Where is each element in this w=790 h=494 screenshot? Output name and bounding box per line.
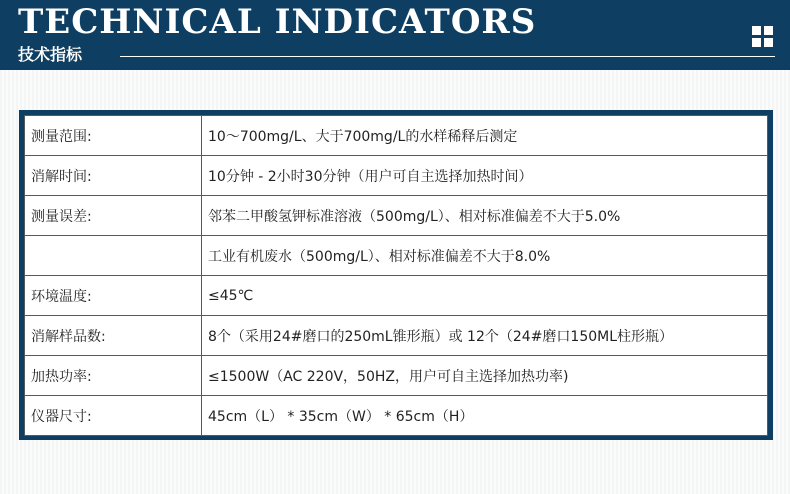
table-row <box>25 316 768 356</box>
row-value: 8个（采用24#磨口的250mL锥形瓶）或 12个（24#磨口150ML柱形瓶） <box>202 316 768 356</box>
page-subtitle: 技术指标 <box>18 45 83 64</box>
page-title: TECHNICAL INDICATORS <box>18 2 537 42</box>
row-value: 10分钟 - 2小时30分钟（用户可自主选择加热时间） <box>202 156 768 196</box>
spec-table <box>24 115 768 436</box>
row-label: 测量误差: <box>25 196 202 236</box>
table-row <box>25 196 768 236</box>
row-label: 测量范围: <box>25 116 202 156</box>
row-value: ≤1500W（AC 220V，50HZ，用户可自主选择加热功率) <box>202 356 768 396</box>
grid-icon <box>752 26 774 48</box>
table-row <box>25 236 768 276</box>
spec-table-frame <box>19 110 773 440</box>
row-label: 环境温度: <box>25 276 202 316</box>
table-row <box>25 116 768 156</box>
header-banner <box>0 0 790 70</box>
row-label: 加热功率: <box>25 356 202 396</box>
header-divider <box>120 56 775 57</box>
row-label <box>25 236 202 276</box>
row-label: 仪器尺寸: <box>25 396 202 436</box>
row-value: 45cm（L） * 35cm（W） * 65cm（H） <box>202 396 768 436</box>
row-label: 消解样品数: <box>25 316 202 356</box>
row-value: 10～700mg/L、大于700mg/L的水样稀释后测定 <box>202 116 768 156</box>
row-label: 消解时间: <box>25 156 202 196</box>
table-row <box>25 156 768 196</box>
table-row <box>25 356 768 396</box>
table-row <box>25 276 768 316</box>
table-row <box>25 396 768 436</box>
row-value: ≤45℃ <box>202 276 768 316</box>
row-value: 邻苯二甲酸氢钾标准溶液（500mg/L）、相对标准偏差不大于5.0% <box>202 196 768 236</box>
row-value: 工业有机废水（500mg/L）、相对标准偏差不大于8.0% <box>202 236 768 276</box>
